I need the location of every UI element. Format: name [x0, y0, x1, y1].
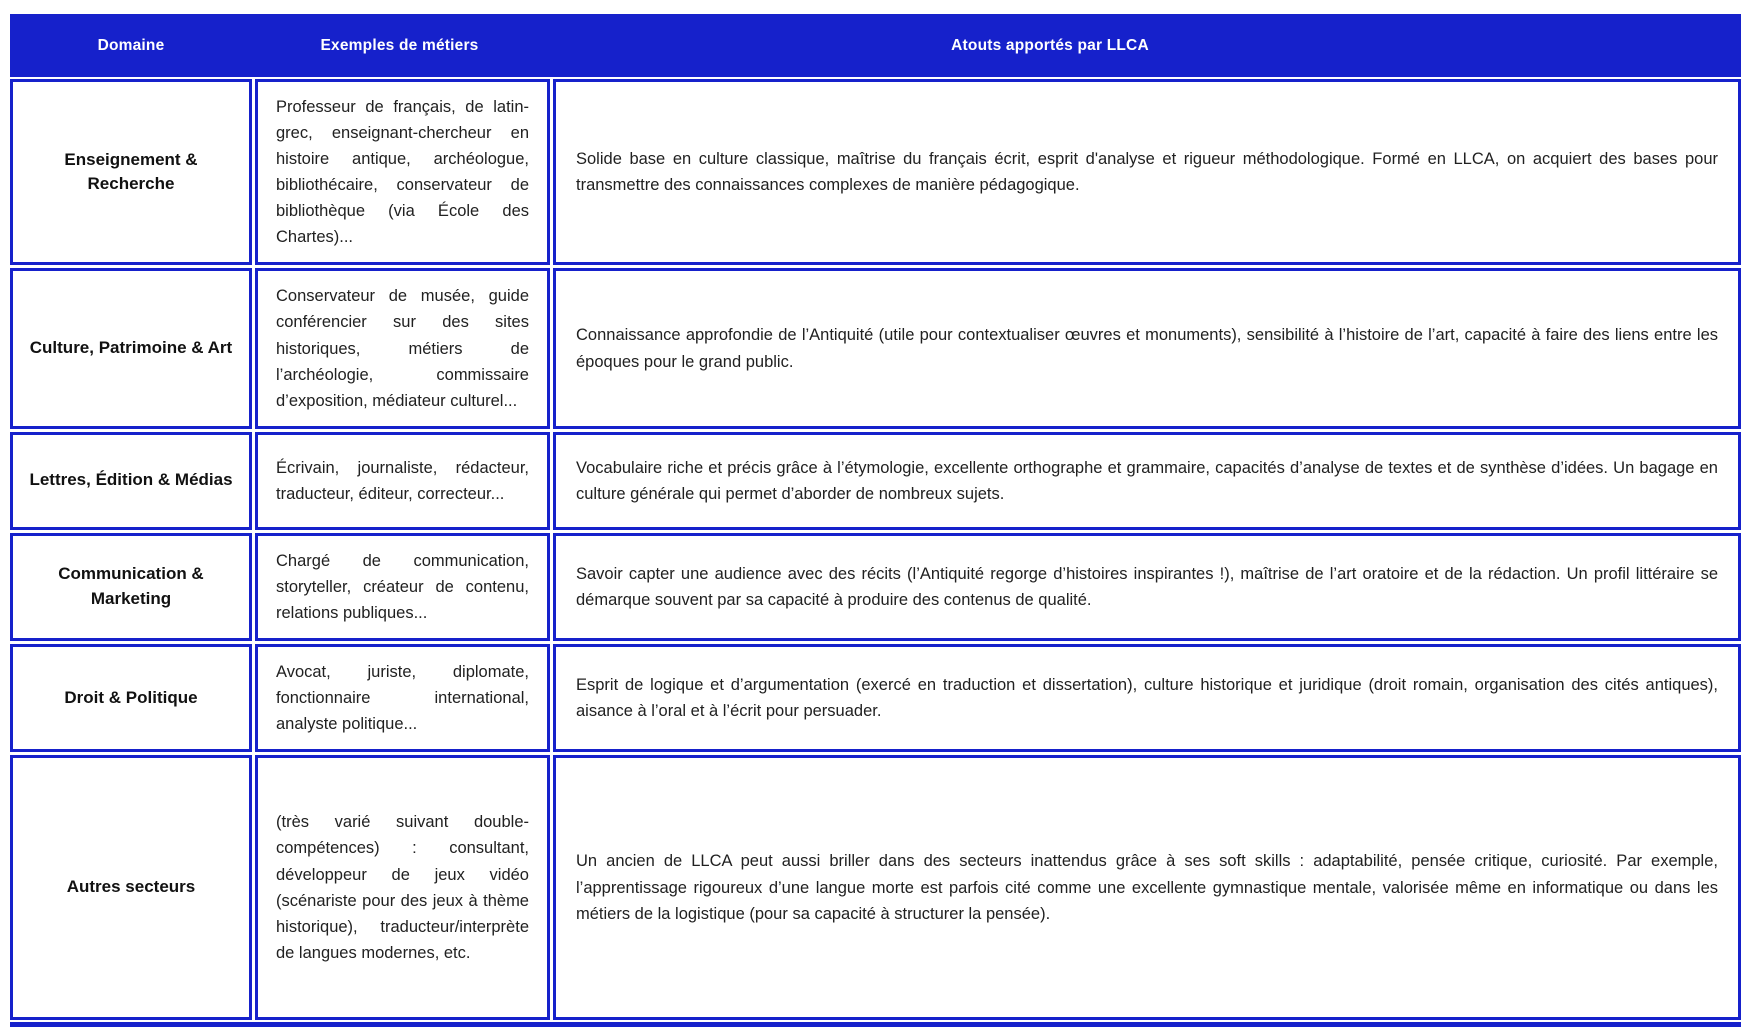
strengths-text: Savoir capter une audience avec des récits (l’Antiquité regorge d’histoires inspirantes !), maîtrise de l’art oratoire et de la rédaction. Un profil littéraire se démarque souvent par sa capacité à produire des contenus de qualité.: [576, 564, 1718, 609]
table-row-enseignement-recherche: [10, 79, 1741, 265]
jobs-cell: [255, 533, 550, 641]
domain-cell: Enseignement & Recherche: [10, 79, 252, 265]
table-body: [10, 79, 1741, 1020]
jobs-text: Chargé de communication, storyteller, créateur de contenu, relations publiques...: [276, 551, 529, 622]
table-row-culture-patrimoine-art: [10, 268, 1741, 428]
strengths-text: Esprit de logique et d’argumentation (exercé en traduction et dissertation), culture historique et juridique (droit romain, organisation des cités antiques), aisance à l’oral et à l’écrit pour persuader.: [576, 675, 1718, 720]
jobs-text: Professeur de français, de latin-grec, enseignant-chercheur en histoire antique, archéologue, bibliothécaire, conservateur de bibliothèque (via École des Chartes)...: [276, 98, 529, 247]
domain-cell: Culture, Patrimoine & Art: [10, 268, 252, 428]
jobs-text: Conservateur de musée, guide conférencier sur des sites historiques, métiers de l’archéologie, commissaire d’exposition, médiateur culturel...: [276, 287, 529, 410]
strengths-cell: [553, 268, 1741, 428]
jobs-cell: [255, 432, 550, 530]
table-row-lettres-edition-medias: [10, 432, 1741, 530]
strengths-cell: [553, 432, 1741, 530]
strengths-cell: [553, 644, 1741, 752]
jobs-text: Écrivain, journaliste, rédacteur, traducteur, éditeur, correcteur...: [276, 458, 529, 503]
domain-cell: Droit & Politique: [10, 644, 252, 752]
strengths-cell: [553, 533, 1741, 641]
strengths-text: Connaissance approfondie de l’Antiquité (utile pour contextualiser œuvres et monuments), sensibilité à l’histoire de l’art, capacité à faire des liens entre les époques pour le grand public.: [576, 326, 1718, 371]
header-cell-exemples-de-metiers: Exemples de métiers: [320, 36, 479, 54]
strengths-text: Solide base en culture classique, maîtrise du français écrit, esprit d'analyse et rigueur méthodologique. Formé en LLCA, on acquiert des bases pour transmettre des connaissances complexes de manière pédagogique.: [576, 150, 1718, 195]
domain-cell: Communication & Marketing: [10, 533, 252, 641]
domain-cell: Autres secteurs: [10, 755, 252, 1020]
table-bottom-border: [10, 1022, 1741, 1027]
jobs-cell: [255, 755, 550, 1020]
table-row-autres-secteurs: [10, 755, 1741, 1020]
table-row-droit-politique: [10, 644, 1741, 752]
jobs-cell: [255, 644, 550, 752]
careers-table: [10, 14, 1741, 1027]
strengths-cell: [553, 755, 1741, 1020]
header-cell-atouts-llca: Atouts apportés par LLCA: [951, 36, 1149, 54]
jobs-text: (très varié suivant double-compétences) : consultant, développeur de jeux vidéo (scénariste pour des jeux à thème historique), traducteur/interprète de langues modernes, etc.: [276, 813, 529, 962]
domain-cell: Lettres, Édition & Médias: [10, 432, 252, 530]
table-header-row: [10, 14, 1741, 77]
jobs-cell: [255, 79, 550, 265]
header-cell-domaine: Domaine: [97, 36, 165, 54]
jobs-text: Avocat, juriste, diplomate, fonctionnaire international, analyste politique...: [276, 662, 529, 733]
table-row-communication-marketing: [10, 533, 1741, 641]
strengths-text: Vocabulaire riche et précis grâce à l’étymologie, excellente orthographe et grammaire, capacités d’analyse de textes et de synthèse d’idées. Un bagage en culture générale qui permet d’aborder de nombreux sujets.: [576, 458, 1718, 503]
jobs-cell: [255, 268, 550, 428]
strengths-cell: [553, 79, 1741, 265]
strengths-text: Un ancien de LLCA peut aussi briller dans des secteurs inattendus grâce à ses soft skills : adaptabilité, pensée critique, curiosité. Par exemple, l’apprentissage rigoureux d’une langue morte est parfois cité comme une excellente gymnastique mentale, valorisée même en informatique ou dans les métiers de la logistique (pour sa capacité à structurer la pensée).: [576, 852, 1718, 923]
